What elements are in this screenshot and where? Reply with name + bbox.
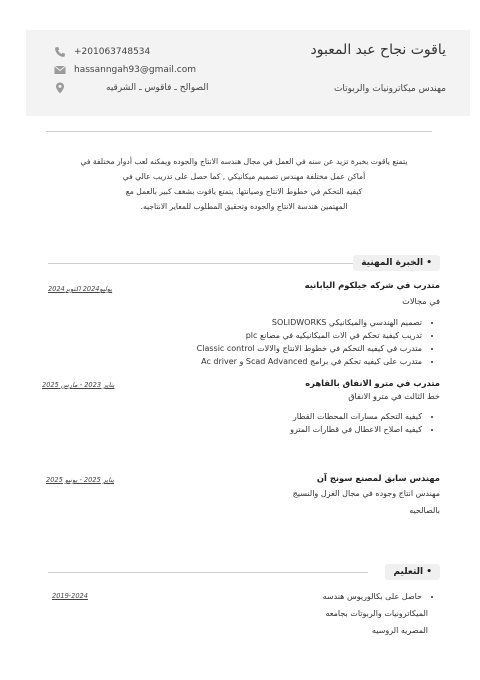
job-3-title: مهندس سابق لمصنع سونج آن: [316, 473, 440, 483]
person-name: ياقوت نجاح عبد المعبود: [310, 42, 446, 58]
job-1-bullets: [197, 316, 436, 368]
education-divider: [48, 572, 368, 573]
job-1-date: يوليو2024 اكتوبر2024: [48, 285, 113, 293]
job-1-title: متدرب في شركه جيلكوم اليابانيه: [304, 280, 440, 290]
list-item: • كيفيه التحكم مسارات المحطات القطار: [290, 410, 422, 423]
list-item: • تدريب كيفية تحكم في الات الميكانيكيه في مصانع plc: [197, 329, 422, 342]
address-row: [54, 82, 209, 94]
education-line: الميكاترونيات والربوتات بجامعه: [325, 609, 428, 618]
job-3-description: [293, 485, 440, 519]
location-pin-icon: [54, 82, 66, 94]
experience-divider: [48, 263, 368, 264]
header-divider: [46, 131, 432, 132]
description-line: بالصالحيه: [409, 506, 440, 515]
job-1-subtitle: في مجالات: [402, 296, 440, 306]
summary-line: أماكن عمل مختلفة مهندس تصميم ميكانيكي , كما حصل على تدريب عالي في: [122, 172, 366, 181]
section-heading-education: [385, 564, 440, 580]
description-line: مهندس انتاج وجوده في مجال الغزل والنسيج: [292, 489, 440, 498]
job-2-subtitle: خط الثالث في مترو الانفاق: [348, 391, 440, 401]
job-2-bullets: [290, 410, 436, 436]
education-details: [325, 605, 428, 639]
email-address: hassanngah93@gmail.com: [74, 65, 196, 75]
summary-line: كيفيه التحكم في خطوط الانتاج وصيانتها. يتمتع ياقوت بشغف كبير بالعمل مع: [125, 187, 363, 196]
job-2-date: يناير 2023 - مارس 2025: [42, 381, 115, 389]
job-3-date: يناير 2025 - يونيو 2025: [46, 476, 115, 484]
job-2-title: متدرب في مترو الانفاق بالقاهره: [305, 378, 440, 388]
profile-summary: [34, 154, 454, 214]
list-item: • متدرب في كيفيه التحكم في خطوط الانتاج والالات Classic control: [197, 342, 422, 355]
phone-icon: [54, 46, 66, 58]
section-heading-label: الخبرة المهنية: [361, 258, 424, 268]
bullet-dot: •: [423, 258, 432, 268]
bullet-dot: •: [423, 567, 432, 577]
section-heading-experience: [353, 255, 440, 271]
list-item: • تصميم الهندسي والميكانيكي SOLIDWORKS: [197, 316, 422, 329]
list-item: • كيفيه اصلاح الاعطال في قطارات المترو: [290, 423, 422, 436]
address: الصوالح ـ فاقوس ـ الشرقيه: [106, 83, 209, 93]
email-row: [54, 64, 196, 76]
summary-line: المهتمين هندسة الانتاج والجوده وتحقيق المطلوب للمعاير الانتاجيه.: [140, 202, 348, 211]
education-date: 2019-2024: [52, 592, 88, 600]
job-title: مهندس ميكاترونيات والربوتات: [333, 84, 446, 94]
list-item: • حاصل على بكالوريوس هندسه: [323, 588, 422, 605]
phone-row: [54, 46, 150, 58]
section-heading-label: التعليم: [393, 567, 424, 577]
list-item: • متدرب على كيفيه تحكم في برامج Scad Advanced و Ac driver: [197, 355, 422, 368]
summary-line: يتمتع ياقوت بخبرة تزيد عن سنه في العمل في مجال هندسه الانتاج والجوده ويمكنه لعب أدوار مختلفة في: [80, 157, 408, 166]
education-line: المصريه الروسيه: [371, 626, 428, 635]
mail-icon: [54, 64, 66, 76]
education-list: [323, 588, 436, 605]
phone-number: +201063748534: [74, 47, 151, 57]
